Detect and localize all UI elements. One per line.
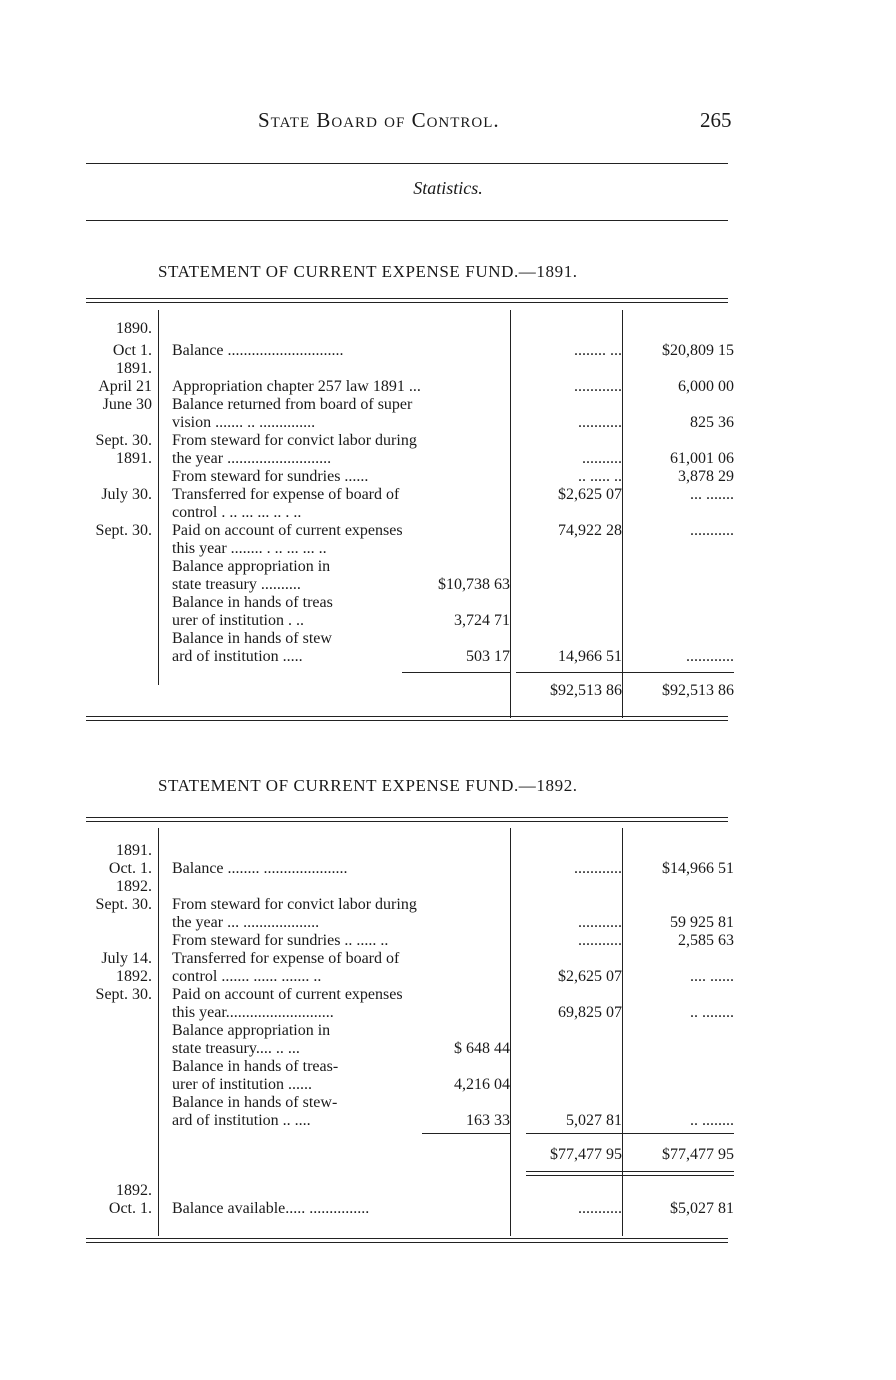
debit-cell: ........... — [578, 932, 622, 949]
credit-cell: .. ........ — [690, 1004, 734, 1021]
subtotal-rule — [402, 672, 510, 673]
date-cell: 1892. — [116, 968, 152, 985]
description-cell: ard of institution .. .... — [172, 1112, 311, 1129]
table-row — [86, 342, 734, 360]
description-cell: Balance appropriation in — [172, 558, 331, 575]
table-row — [86, 896, 734, 914]
subtotal-cell: 163 33 — [466, 1112, 510, 1129]
description-cell: Balance in hands of treas- — [172, 1058, 339, 1075]
credit-cell: ............ — [686, 648, 734, 665]
description-cell: Appropriation chapter 257 law 1891 ... — [172, 378, 421, 395]
statement-1891-title: STATEMENT OF CURRENT EXPENSE FUND.—1891. — [158, 262, 578, 281]
table-row — [86, 1040, 734, 1058]
description-column-divider — [510, 828, 511, 1236]
description-cell: this year........................... — [172, 1004, 334, 1021]
table-row — [86, 950, 734, 968]
credit-cell: 825 36 — [690, 414, 734, 431]
debit-cell: ........... — [578, 1200, 622, 1217]
debit-cell: $2,625 07 — [558, 486, 622, 503]
amount-column-divider — [622, 310, 623, 718]
table-row — [86, 486, 734, 504]
table-row — [86, 1076, 734, 1094]
debit-cell: .. ..... .. — [578, 468, 622, 485]
date-cell: Oct. 1. — [108, 860, 152, 877]
description-cell: the year ... ................... — [172, 914, 320, 931]
debit-cell: ........... — [578, 914, 622, 931]
debit-cell: 5,027 81 — [566, 1112, 622, 1129]
debit-cell: $92,513 86 — [550, 682, 622, 699]
statement-1891-bottom-rule — [86, 716, 728, 721]
subtotal-rule — [422, 1133, 510, 1134]
credit-cell: $20,809 15 — [662, 342, 734, 359]
date-cell: 1891. — [116, 842, 152, 859]
description-cell: Balance in hands of treas — [172, 594, 333, 611]
date-cell: Sept. 30. — [95, 986, 152, 1003]
table-row — [86, 320, 734, 338]
description-cell: From steward for sundries ...... — [172, 468, 369, 485]
date-cell: June 30 — [102, 396, 152, 413]
debit-cell: ............ — [574, 860, 622, 877]
table-row — [86, 860, 734, 878]
statement-1891-table — [86, 310, 734, 720]
date-cell: July 14. — [101, 950, 152, 967]
header-rule — [86, 163, 728, 164]
table-row — [86, 378, 734, 396]
description-cell: From steward for convict labor during — [172, 432, 417, 449]
description-cell: control ....... ...... ....... .. — [172, 968, 322, 985]
debit-cell: 69,825 07 — [558, 1004, 622, 1021]
table-row — [86, 932, 734, 950]
table-row — [86, 468, 734, 486]
debit-cell: $77,477 95 — [550, 1146, 622, 1163]
page-header — [0, 108, 896, 138]
description-cell: state treasury .......... — [172, 576, 301, 593]
credit-cell: 3,878 29 — [678, 468, 734, 485]
table-row — [86, 1004, 734, 1022]
debit-cell: ............ — [574, 378, 622, 395]
debit-cell: 14,966 51 — [558, 648, 622, 665]
description-cell: urer of institution ...... — [172, 1076, 312, 1093]
description-cell: Balance ........ ..................... — [172, 860, 348, 877]
credit-cell: $92,513 86 — [662, 682, 734, 699]
description-cell: this year ........ . .. ... ... .. — [172, 540, 327, 557]
date-cell: 1890. — [116, 320, 152, 337]
total-double-rule-top — [526, 1171, 734, 1172]
debit-cell: ........ ... — [574, 342, 622, 359]
total-rule — [516, 672, 734, 673]
debit-cell: 74,922 28 — [558, 522, 622, 539]
table-row — [86, 396, 734, 414]
table-row — [86, 522, 734, 540]
total-double-rule-bottom — [526, 1175, 734, 1176]
date-cell: July 30. — [101, 486, 152, 503]
table-row — [86, 450, 734, 468]
subtotal-cell: 3,724 71 — [454, 612, 510, 629]
credit-cell: $77,477 95 — [662, 1146, 734, 1163]
description-cell: From steward for convict labor during — [172, 896, 417, 913]
description-cell: Balance available..... ............... — [172, 1200, 370, 1217]
description-cell: ard of institution ..... — [172, 648, 303, 665]
description-cell: Transferred for expense of board of — [172, 486, 400, 503]
credit-cell: 2,585 63 — [678, 932, 734, 949]
table-row — [86, 558, 734, 576]
description-column-divider — [510, 310, 511, 718]
table-row — [86, 1182, 734, 1200]
total-rule — [526, 1133, 734, 1134]
credit-cell: ... ....... — [690, 486, 734, 503]
table-row — [86, 612, 734, 630]
statement-1891-top-rule — [86, 298, 728, 303]
table-row — [86, 914, 734, 932]
subtotal-cell: 503 17 — [466, 648, 510, 665]
table-row — [86, 1022, 734, 1040]
table-row — [86, 986, 734, 1004]
description-cell: Paid on account of current expenses — [172, 986, 403, 1003]
section-subtitle: Statistics. — [413, 178, 483, 198]
subtotal-cell: 4,216 04 — [454, 1076, 510, 1093]
date-cell: 1892. — [116, 878, 152, 895]
subtotal-cell: $10,738 63 — [438, 576, 510, 593]
date-cell: 1892. — [116, 1182, 152, 1199]
table-row — [86, 504, 734, 522]
table-row — [86, 540, 734, 558]
table-row — [86, 878, 734, 896]
date-cell: Sept. 30. — [95, 522, 152, 539]
description-cell: Balance appropriation in — [172, 1022, 331, 1039]
description-cell: Balance in hands of stew- — [172, 1094, 338, 1111]
statement-1892-title: STATEMENT OF CURRENT EXPENSE FUND.—1892. — [158, 776, 578, 795]
page-number: 265 — [700, 108, 732, 132]
credit-cell: 6,000 00 — [678, 378, 734, 395]
table-row — [86, 682, 734, 700]
date-cell: Sept. 30. — [95, 432, 152, 449]
subtitle-rule — [86, 220, 728, 221]
table-row — [86, 1146, 734, 1164]
table-row — [86, 1094, 734, 1112]
credit-cell: $14,966 51 — [662, 860, 734, 877]
subtotal-cell: $ 648 44 — [454, 1040, 510, 1057]
debit-cell: $2,625 07 — [558, 968, 622, 985]
description-cell: Balance ............................. — [172, 342, 344, 359]
table-row — [86, 414, 734, 432]
table-row — [86, 630, 734, 648]
description-cell: Balance in hands of stew — [172, 630, 332, 647]
credit-cell: $5,027 81 — [670, 1200, 734, 1217]
credit-cell: 59 925 81 — [670, 914, 734, 931]
description-cell: From steward for sundries .. ..... .. — [172, 932, 389, 949]
credit-cell: ........... — [690, 522, 734, 539]
table-row — [86, 1200, 734, 1218]
statement-1892-table — [86, 828, 734, 1238]
table-row — [86, 594, 734, 612]
description-cell: Paid on account of current expenses — [172, 522, 403, 539]
description-cell: Transferred for expense of board of — [172, 950, 400, 967]
description-cell: vision ....... .. .............. — [172, 414, 316, 431]
date-cell: Oct 1. — [112, 342, 152, 359]
statement-1892-top-rule — [86, 817, 728, 822]
table-row — [86, 968, 734, 986]
debit-cell: ........... — [578, 414, 622, 431]
description-cell: the year .......................... — [172, 450, 332, 467]
date-cell: Sept. 30. — [95, 896, 152, 913]
description-cell: Balance returned from board of super — [172, 396, 413, 413]
description-cell: control . .. ... ... .. . .. — [172, 504, 302, 521]
description-cell: state treasury.... .. ... — [172, 1040, 300, 1057]
date-column-divider — [158, 828, 159, 1236]
credit-cell: .. ........ — [690, 1112, 734, 1129]
date-cell: Oct. 1. — [108, 1200, 152, 1217]
table-row — [86, 842, 734, 860]
table-row — [86, 1058, 734, 1076]
table-row — [86, 648, 734, 666]
table-row — [86, 432, 734, 450]
description-cell: urer of institution . .. — [172, 612, 304, 629]
debit-cell: .......... — [582, 450, 622, 467]
date-cell: April 21 — [98, 378, 152, 395]
table-row — [86, 576, 734, 594]
statement-1892-bottom-rule — [86, 1238, 728, 1243]
table-row — [86, 360, 734, 378]
table-row — [86, 1112, 734, 1130]
running-title: State Board of Control. — [258, 108, 500, 132]
credit-cell: 61,001 06 — [670, 450, 734, 467]
credit-cell: .... ...... — [690, 968, 734, 985]
date-cell: 1891. — [116, 450, 152, 467]
date-cell: 1891. — [116, 360, 152, 377]
date-column-divider — [158, 310, 159, 685]
